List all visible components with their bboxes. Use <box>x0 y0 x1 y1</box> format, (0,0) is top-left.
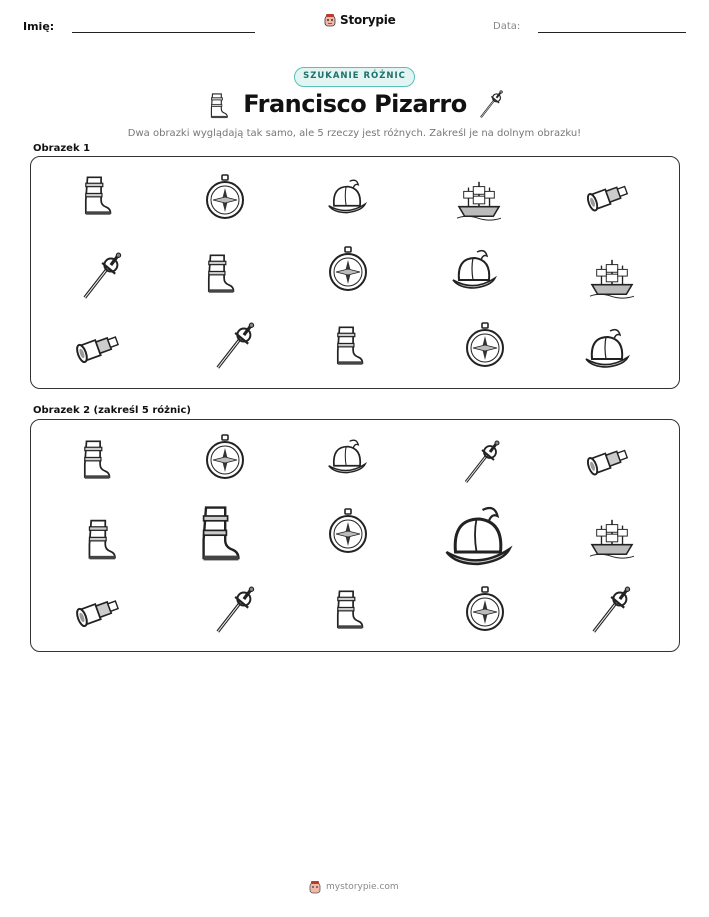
helmet-icon[interactable] <box>443 504 513 570</box>
picture-2-label: Obrazek 2 (zakreśl 5 różnic) <box>33 405 191 416</box>
date-line[interactable] <box>538 32 686 33</box>
brand-logo <box>323 13 396 27</box>
sword-icon[interactable] <box>458 440 502 486</box>
compass-icon[interactable] <box>205 174 245 220</box>
compass-icon[interactable] <box>465 586 505 632</box>
sword-icon[interactable] <box>77 252 123 302</box>
instructions: Dwa obrazki wyglądają tak samo, ale 5 rzeczy jest różnych. Zakreśl je na dolnym obrazku! <box>127 128 582 139</box>
spyglass-icon[interactable] <box>583 444 631 478</box>
helmet-icon[interactable] <box>584 326 630 372</box>
name-line[interactable] <box>72 32 255 33</box>
footer <box>308 880 399 894</box>
boot-icon[interactable] <box>79 174 113 218</box>
mascot-icon <box>308 880 322 894</box>
boot-icon[interactable] <box>331 588 365 632</box>
name-label: Imię: <box>23 20 55 33</box>
footer-url: mystorypie.com <box>326 882 399 892</box>
boot-icon[interactable] <box>202 252 236 296</box>
boot-icon[interactable] <box>78 438 112 482</box>
helmet-icon[interactable] <box>327 174 367 220</box>
sword-icon[interactable] <box>210 322 256 372</box>
ship-icon[interactable] <box>588 256 636 300</box>
helmet-icon[interactable] <box>327 434 367 480</box>
date-label: Data: <box>493 21 521 32</box>
page-title: Francisco Pizarro <box>243 90 467 118</box>
mascot-icon <box>323 13 337 27</box>
spyglass-icon[interactable] <box>72 330 122 366</box>
helmet-icon[interactable] <box>451 246 497 294</box>
sword-icon[interactable] <box>210 586 256 636</box>
activity-badge: SZUKANIE RÓŻNIC <box>294 67 415 87</box>
picture-1-label: Obrazek 1 <box>33 143 91 154</box>
sword-icon[interactable] <box>586 586 632 636</box>
spyglass-icon[interactable] <box>72 594 122 630</box>
boot-icon[interactable] <box>82 518 118 562</box>
compass-icon[interactable] <box>328 508 368 554</box>
boot-icon[interactable] <box>193 504 243 564</box>
sword-icon <box>476 90 504 120</box>
spyglass-icon[interactable] <box>583 180 631 214</box>
boot-icon[interactable] <box>331 324 365 368</box>
compass-icon[interactable] <box>205 434 245 480</box>
ship-icon[interactable] <box>588 516 636 560</box>
boot-icon <box>207 92 229 120</box>
ship-icon[interactable] <box>455 178 503 222</box>
compass-icon[interactable] <box>465 322 505 368</box>
compass-icon[interactable] <box>328 246 368 292</box>
brand-name: Storypie <box>340 13 396 27</box>
